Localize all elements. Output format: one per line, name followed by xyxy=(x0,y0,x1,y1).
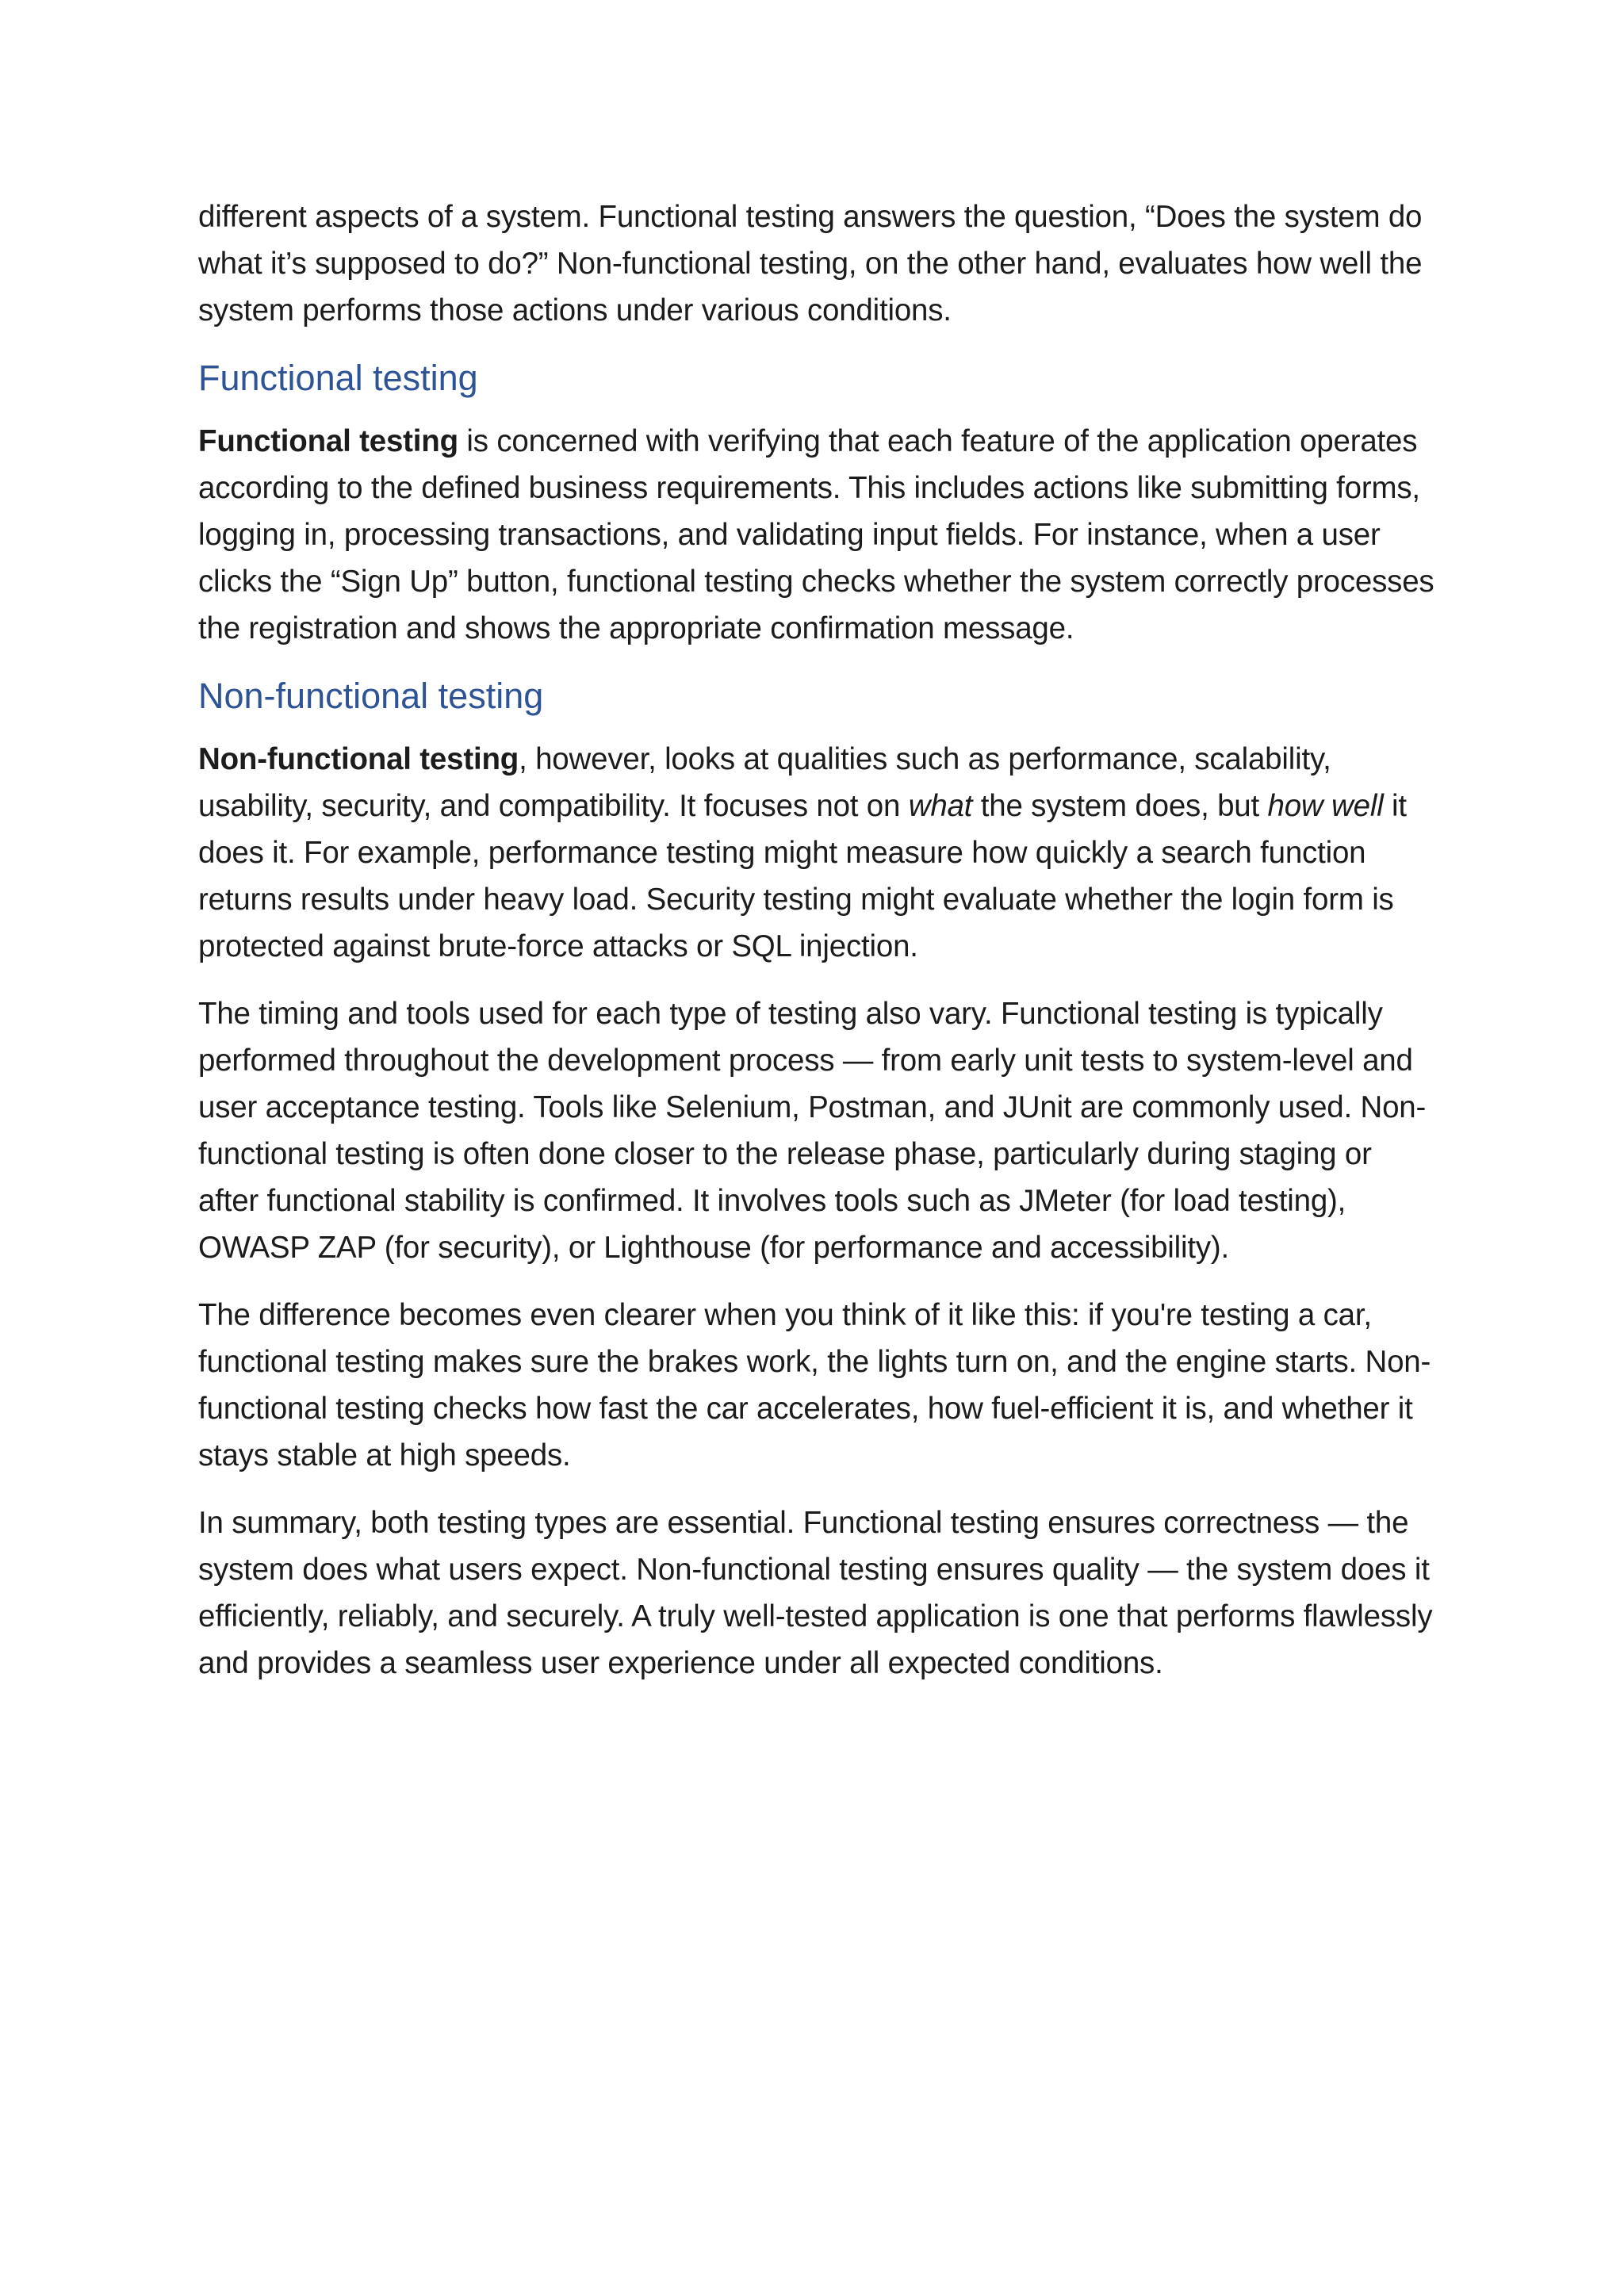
non-functional-text-part-3: it does it. For example, performance testing might measure how quickly a search function returns results under heavy load. Security testing might evaluate whether the login form is protected against brute-force attacks or SQL injection. xyxy=(198,789,1407,963)
non-functional-testing-heading: Non-functional testing xyxy=(198,676,544,716)
functional-testing-term: Functional testing xyxy=(198,424,458,458)
car-analogy-paragraph: The difference becomes even clearer when you think of it like this: if you're testing a car, functional testing makes sure the brakes work, the lights turn on, and the engine starts. Non-functional testing checks how fast the car accelerates, how fuel-efficient it is, and whether it stays stable at high speeds. xyxy=(198,1298,1431,1473)
non-functional-text-part-1: , however, looks at qualities such as performance, scalability, usability, security, and compatibility. It focuses not on xyxy=(198,742,1331,823)
functional-testing-description: is concerned with verifying that each feature of the application operates according to the defined business requirements. This includes actions like submitting forms, logging in, processing transactions, and validating input fields. For instance, when a user clicks the “Sign Up” button, functional testing checks whether the system correctly processes the registration and shows the appropriate confirmation message. xyxy=(198,424,1434,645)
emphasis-what: what xyxy=(908,789,973,823)
summary-paragraph: In summary, both testing types are essential. Functional testing ensures correctness — the system does what users expect. Non-functional testing ensures quality — the system does it efficiently, reliably, and securely. A truly well-tested application is one that performs flawlessly and provides a seamless user experience under all expected conditions. xyxy=(198,1506,1433,1680)
document-body xyxy=(198,193,1435,1707)
functional-testing-heading: Functional testing xyxy=(198,358,478,398)
non-functional-testing-term: Non-functional testing xyxy=(198,742,519,776)
intro-paragraph: different aspects of a system. Functional testing answers the question, “Does the system do what it’s supposed to do?” Non-functional testing, on the other hand, evaluates how well the system performs those actions under various conditions. xyxy=(198,200,1423,327)
timing-tools-paragraph: The timing and tools used for each type of testing also vary. Functional testing is typically performed throughout the development process — from early unit tests to system-level and user acceptance testing. Tools like Selenium, Postman, and JUnit are commonly used. Non-functional testing is often done closer to the release phase, particularly during staging or after functional stability is confirmed. It involves tools such as JMeter (for load testing), OWASP ZAP (for security), or Lighthouse (for performance and accessibility). xyxy=(198,997,1427,1265)
non-functional-text-part-2: the system does, but xyxy=(972,789,1268,823)
emphasis-how-well: how well xyxy=(1267,789,1384,823)
functional-testing-paragraph xyxy=(198,418,1435,652)
non-functional-testing-paragraph xyxy=(198,736,1435,970)
